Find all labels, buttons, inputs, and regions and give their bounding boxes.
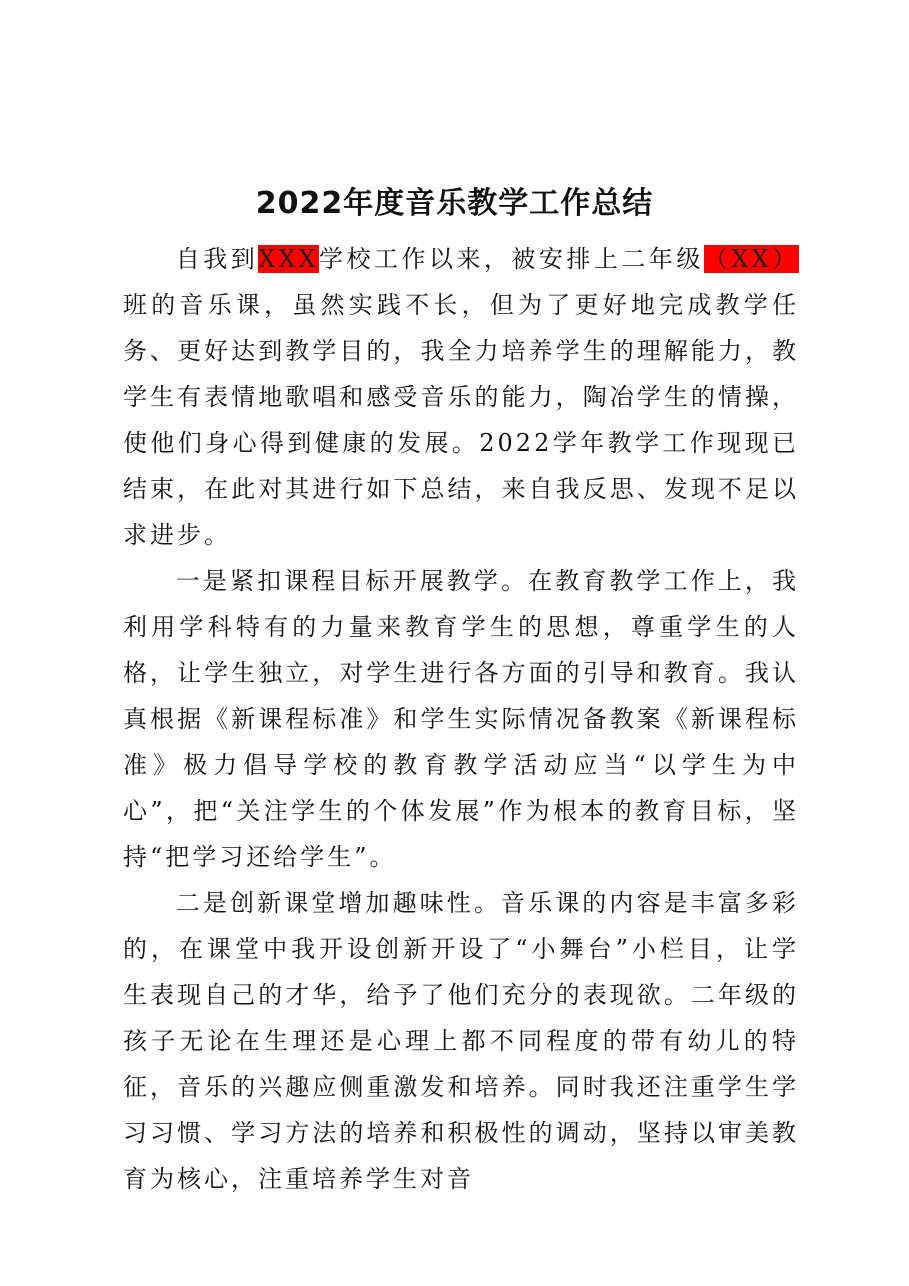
paragraph-1 [123, 236, 799, 558]
paragraph-1-rest: 班的音乐课，虽然实践不长，但为了更好地完成教学任务、更好达到教学目的，我全力培养学生的理解能力，教学生有表情地歌唱和感受音乐的能力，陶冶学生的情操，使他们身心得到健康的发展。2022学年教学工作现现已结束，在此对其进行如下总结，来自我反思、发现不足以求进步。 [123, 291, 799, 549]
paragraph-1-intro: 自我到 [175, 245, 259, 273]
paragraph-1-mid: 学校工作以来，被安排上二年级 [318, 245, 704, 273]
paragraph-3: 二是创新课堂增加趣味性。音乐课的内容是丰富多彩的，在课堂中我开设创新开设了“小舞台”小栏目，让学生表现自己的才华，给予了他们充分的表现欲。二年级的孩子无论在生理还是心理上都不同程度的带有幼儿的特征，音乐的兴趣应侧重激发和培养。同时我还注重学生学习习惯、学习方法的培养和积极性的调动，坚持以审美教育为核心，注重培养学生对音 [123, 889, 799, 1193]
document-title: 2022年度音乐教学工作总结 [255, 186, 654, 221]
document-body [123, 236, 799, 1202]
school-name-placeholder: XXX [258, 245, 319, 273]
paragraph-2: 一是紧扣课程目标开展教学。在教育教学工作上，我利用学科特有的力量来教育学生的思想，尊重学生的人格，让学生独立，对学生进行各方面的引导和教育。我认真根据《新课程标准》和学生实际情况备教案《新课程标准》极力倡导学校的教育教学活动应当“以学生为中心”，把“关注学生的个体发展”作为根本的教育目标，坚持“把学习还给学生”。 [123, 567, 799, 871]
class-number-placeholder: （XX） [703, 245, 800, 273]
